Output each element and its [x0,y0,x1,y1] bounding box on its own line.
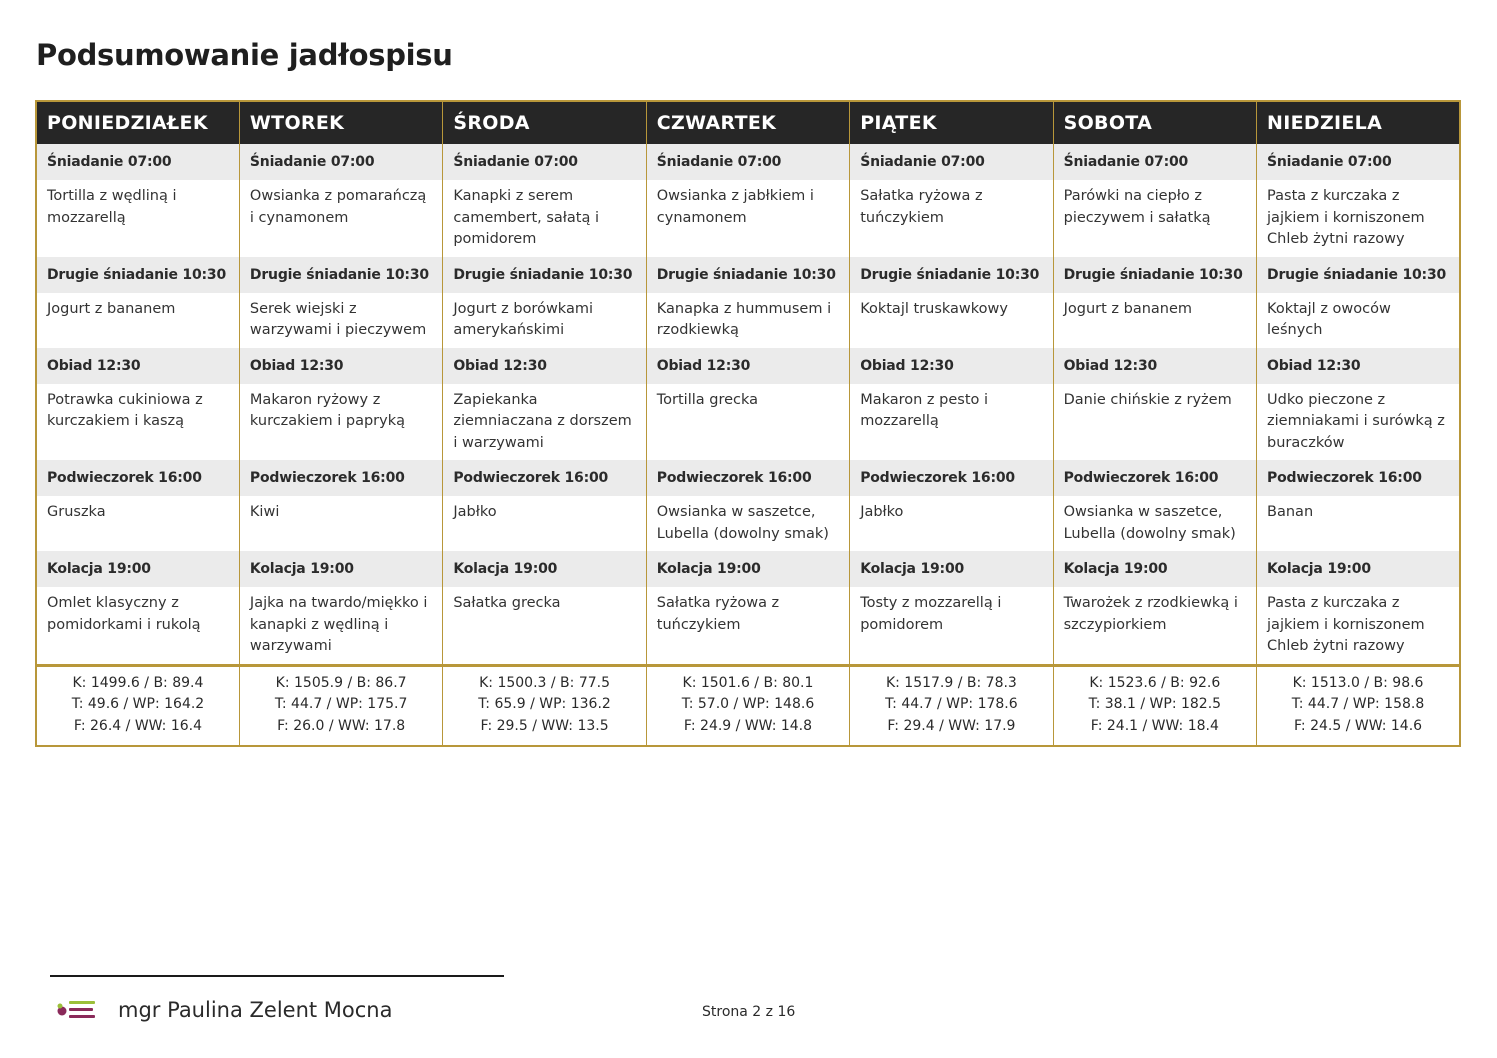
meal-label: Podwieczorek 16:00 [443,460,646,496]
dish-cell: Gruszka [36,496,239,551]
dish-cell: Makaron ryżowy z kurczakiem i papryką [239,384,442,461]
day-header-sat: SOBOTA [1053,101,1256,144]
meal-label: Obiad 12:30 [646,348,849,384]
meal-label: Podwieczorek 16:00 [36,460,239,496]
nutrition-totals-row [36,665,1460,746]
dish-cell: Zapiekanka ziemniaczana z dorszem i warzywami [443,384,646,461]
nutrition-totals-cell [1053,665,1256,746]
dish-cell: Potrawka cukiniowa z kurczakiem i kaszą [36,384,239,461]
dish-cell: Kiwi [239,496,442,551]
dish-cell: Parówki na ciepło z pieczywem i sałatką [1053,180,1256,257]
meal-label: Kolacja 19:00 [646,551,849,587]
totals-line: K: 1505.9 / B: 86.7 [275,674,407,691]
meal-label: Śniadanie 07:00 [1053,144,1256,180]
dish-cell: Sałatka grecka [443,587,646,665]
dish-cell: Jabłko [443,496,646,551]
meal-label: Podwieczorek 16:00 [239,460,442,496]
dish-cell: Kanapka z hummusem i rzodkiewką [646,293,849,348]
dish-cell: Jogurt z bananem [36,293,239,348]
meal-label: Podwieczorek 16:00 [646,460,849,496]
meal-label: Obiad 12:30 [36,348,239,384]
totals-line: K: 1501.6 / B: 80.1 [682,674,814,691]
meal-header-row [36,348,1460,384]
meal-label: Śniadanie 07:00 [646,144,849,180]
meal-label: Drugie śniadanie 10:30 [850,257,1053,293]
meal-label: Śniadanie 07:00 [850,144,1053,180]
meal-label: Śniadanie 07:00 [443,144,646,180]
meal-dish-row [36,384,1460,461]
dish-cell: Danie chińskie z ryżem [1053,384,1256,461]
dish-cell: Tortilla z wędliną i mozzarellą [36,180,239,257]
meal-header-row [36,460,1460,496]
dish-cell: Jogurt z bananem [1053,293,1256,348]
meal-label: Drugie śniadanie 10:30 [443,257,646,293]
dish-cell: Makaron z pesto i mozzarellą [850,384,1053,461]
meal-label: Kolacja 19:00 [443,551,646,587]
totals-line: T: 57.0 / WP: 148.6 [681,696,815,712]
meal-header-row [36,257,1460,293]
dish-cell: Tosty z mozzarellą i pomidorem [850,587,1053,665]
meal-label: Drugie śniadanie 10:30 [239,257,442,293]
totals-line: T: 38.1 / WP: 182.5 [1088,696,1222,712]
totals-line: F: 24.1 / WW: 18.4 [1090,717,1219,734]
meal-label: Kolacja 19:00 [1053,551,1256,587]
meal-header-row [36,551,1460,587]
meal-label: Kolacja 19:00 [36,551,239,587]
dish-cell: Koktajl z owoców leśnych [1257,293,1460,348]
dish-cell: Tortilla grecka [646,384,849,461]
totals-line: F: 26.4 / WW: 16.4 [73,717,203,734]
dish-cell: Serek wiejski z warzywami i pieczywem [239,293,442,348]
nutrition-totals-cell [646,665,849,746]
dish-cell: Koktajl truskawkowy [850,293,1053,348]
meal-dish-row [36,293,1460,348]
meal-dish-row [36,587,1460,665]
totals-line: T: 44.7 / WP: 178.6 [885,696,1018,712]
meal-label: Obiad 12:30 [1053,348,1256,384]
page-number: Strona 2 z 16 [702,1004,796,1020]
totals-line: F: 24.9 / WW: 14.8 [683,717,813,734]
day-header-mon: PONIEDZIAŁEK [36,101,239,144]
day-header-wed: ŚRODA [443,101,646,144]
dish-cell: Pasta z kurczaka z jajkiem i korniszonem Chleb żytni razowy [1257,180,1460,257]
meal-label: Kolacja 19:00 [1257,551,1460,587]
meal-label: Obiad 12:30 [850,348,1053,384]
page-title: Podsumowanie jadłospisu [36,38,453,72]
meal-label: Śniadanie 07:00 [36,144,239,180]
meal-label: Drugie śniadanie 10:30 [646,257,849,293]
dish-cell: Owsianka z pomarańczą i cynamonem [239,180,442,257]
day-header-fri: PIĄTEK [850,101,1053,144]
totals-line: K: 1499.6 / B: 89.4 [72,674,204,691]
meal-label: Kolacja 19:00 [239,551,442,587]
dish-cell: Omlet klasyczny z pomidorkami i rukolą [36,587,239,665]
meal-label: Obiad 12:30 [239,348,442,384]
menu-table [35,100,1461,747]
meal-label: Obiad 12:30 [1257,348,1460,384]
meal-label: Podwieczorek 16:00 [1053,460,1256,496]
nutrition-totals-cell [850,665,1053,746]
totals-line: K: 1500.3 / B: 77.5 [479,674,610,691]
day-header-sun: NIEDZIELA [1257,101,1460,144]
day-header-tue: WTOREK [239,101,442,144]
meal-label: Drugie śniadanie 10:30 [36,257,239,293]
meal-label: Drugie śniadanie 10:30 [1257,257,1460,293]
days-header-row [36,101,1460,144]
dish-cell: Sałatka ryżowa z tuńczykiem [850,180,1053,257]
meal-label: Obiad 12:30 [443,348,646,384]
dish-cell: Owsianka w saszetce, Lubella (dowolny smak) [1053,496,1256,551]
totals-line: F: 29.4 / WW: 17.9 [887,717,1016,734]
totals-line: T: 44.7 / WP: 158.8 [1291,696,1425,712]
nutrition-totals-cell [1257,665,1460,746]
meal-label: Podwieczorek 16:00 [1257,460,1460,496]
dish-cell: Twarożek z rzodkiewką i szczypiorkiem [1053,587,1256,665]
dish-cell: Jabłko [850,496,1053,551]
totals-line: K: 1523.6 / B: 92.6 [1089,674,1221,691]
dish-cell: Jajka na twardo/miękko i kanapki z wędliną i warzywami [239,587,442,665]
meal-label: Drugie śniadanie 10:30 [1053,257,1256,293]
totals-line: F: 26.0 / WW: 17.8 [277,717,406,734]
nutrition-totals-cell [239,665,442,746]
dish-cell: Sałatka ryżowa z tuńczykiem [646,587,849,665]
dish-cell: Owsianka z jabłkiem i cynamonem [646,180,849,257]
dish-cell: Pasta z kurczaka z jajkiem i korniszonem Chleb żytni razowy [1257,587,1460,665]
meal-dish-row [36,496,1460,551]
meal-label: Podwieczorek 16:00 [850,460,1053,496]
nutrition-totals-cell [36,665,239,746]
totals-line: K: 1513.0 / B: 98.6 [1292,674,1424,691]
dish-cell: Udko pieczone z ziemniakami i surówką z buraczków [1257,384,1460,461]
totals-line: T: 65.9 / WP: 136.2 [478,696,611,712]
dish-cell: Banan [1257,496,1460,551]
totals-line: F: 29.5 / WW: 13.5 [480,717,609,734]
footer-divider [50,975,504,977]
meal-label: Kolacja 19:00 [850,551,1053,587]
dish-cell: Kanapki z serem camembert, sałatą i pomidorem [443,180,646,257]
meal-dish-row [36,180,1460,257]
totals-line: K: 1517.9 / B: 78.3 [885,674,1017,691]
totals-line: F: 24.5 / WW: 14.6 [1293,717,1423,734]
meal-label: Śniadanie 07:00 [1257,144,1460,180]
totals-line: T: 49.6 / WP: 164.2 [71,696,205,712]
dish-cell: Jogurt z borówkami amerykańskimi [443,293,646,348]
dish-cell: Owsianka w saszetce, Lubella (dowolny smak) [646,496,849,551]
day-header-thu: CZWARTEK [646,101,849,144]
footer-author: mgr Paulina Zelent Mocna [118,998,393,1022]
clinic-logo-icon [56,998,100,1024]
meal-header-row [36,144,1460,180]
totals-line: T: 44.7 / WP: 175.7 [274,696,408,712]
meal-label: Śniadanie 07:00 [239,144,442,180]
nutrition-totals-cell [443,665,646,746]
